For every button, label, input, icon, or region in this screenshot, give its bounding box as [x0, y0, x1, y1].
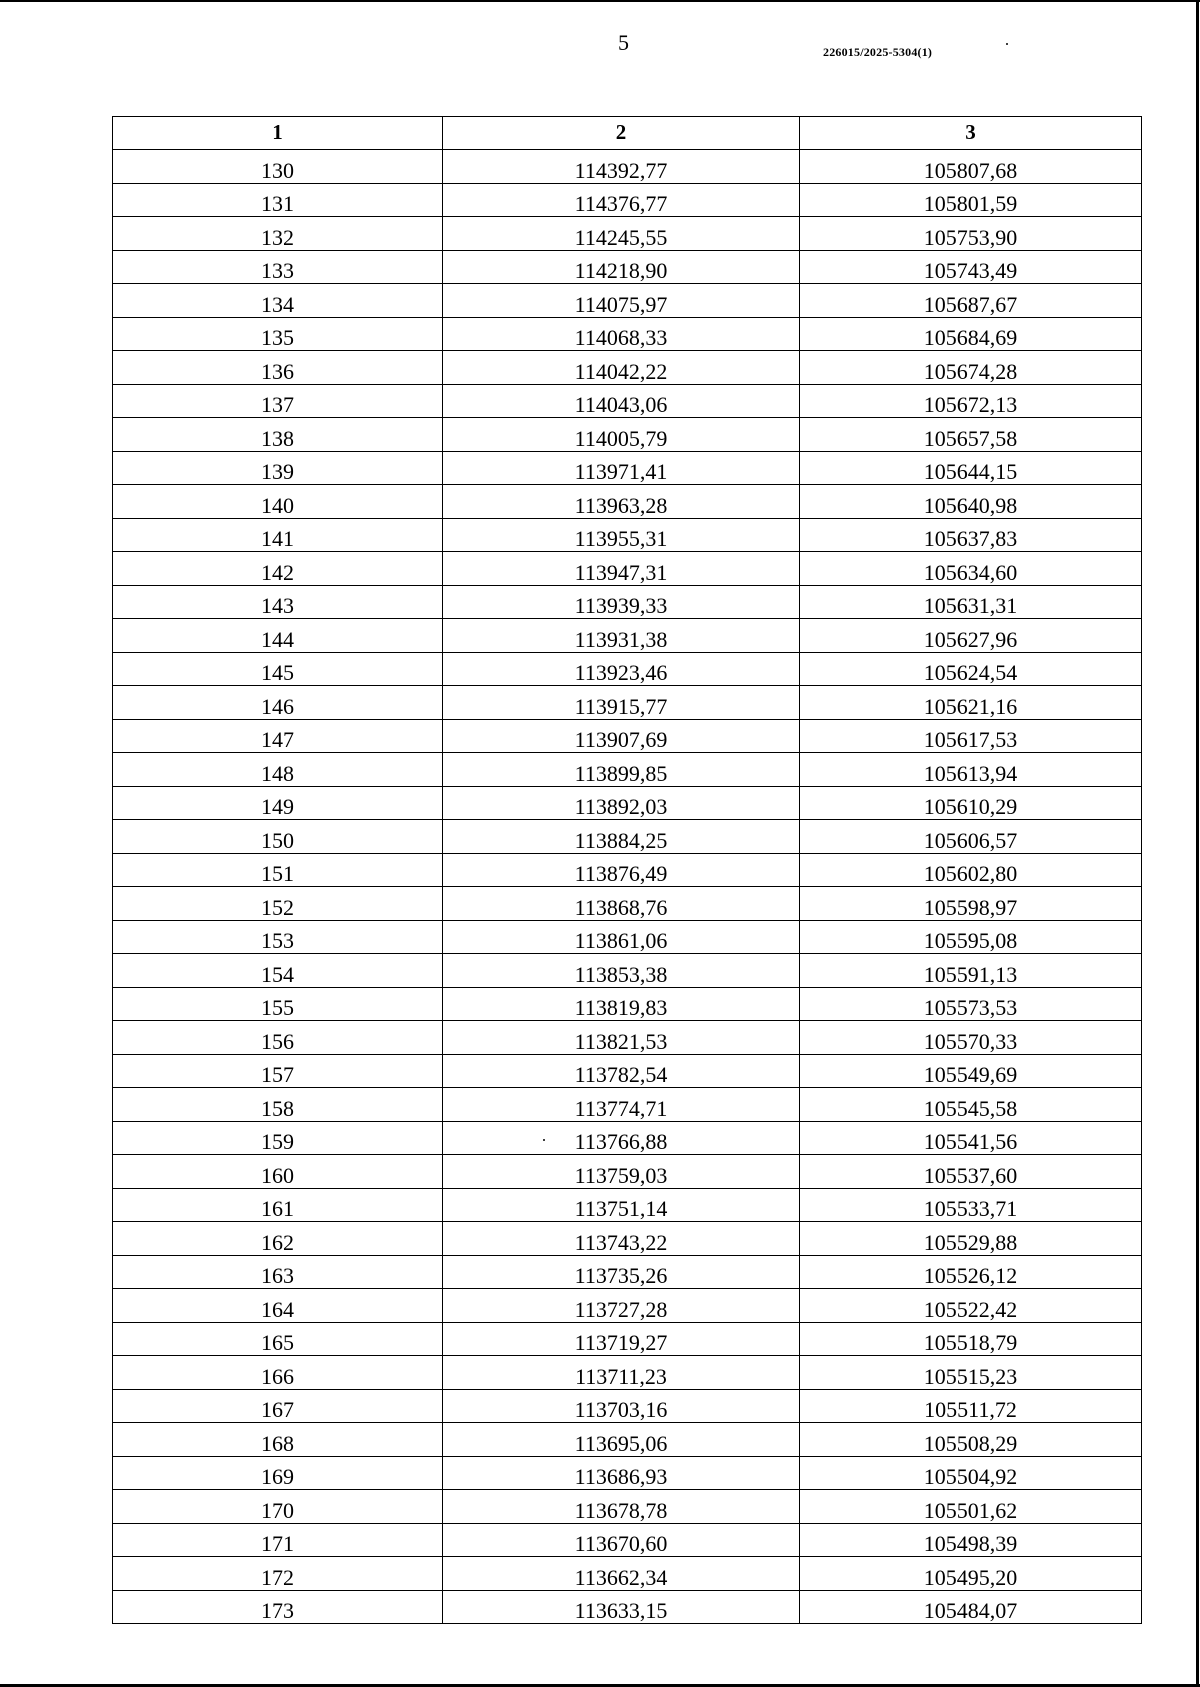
coordinate-y-cell: 105631,31 [800, 585, 1142, 619]
coordinate-x-cell: 113735,26 [443, 1255, 800, 1289]
coordinate-x-cell: 113955,31 [443, 518, 800, 552]
column-header: 2 [443, 117, 800, 150]
coordinate-x-cell: 113711,23 [443, 1356, 800, 1390]
point-number-cell: 160 [113, 1155, 443, 1189]
coordinate-y-cell: 105753,90 [800, 217, 1142, 251]
column-header: 3 [800, 117, 1142, 150]
table-row [113, 1590, 1142, 1624]
point-number-cell: 161 [113, 1188, 443, 1222]
coordinate-x-cell: 113939,33 [443, 585, 800, 619]
coordinate-y-cell: 105501,62 [800, 1490, 1142, 1524]
point-number-cell: 140 [113, 485, 443, 519]
coordinate-y-cell: 105617,53 [800, 719, 1142, 753]
coordinate-y-cell: 105595,08 [800, 920, 1142, 954]
point-number-cell: 144 [113, 619, 443, 653]
table-row [113, 150, 1142, 184]
column-header: 1 [113, 117, 443, 150]
coordinate-x-cell: 113703,16 [443, 1389, 800, 1423]
coordinate-y-cell: 105672,13 [800, 384, 1142, 418]
point-number-cell: 154 [113, 954, 443, 988]
coordinate-y-cell: 105621,16 [800, 686, 1142, 720]
table-row [113, 1088, 1142, 1122]
coordinate-x-cell: 114392,77 [443, 150, 800, 184]
table-row [113, 1289, 1142, 1323]
coordinate-x-cell: 114068,33 [443, 317, 800, 351]
point-number-cell: 136 [113, 351, 443, 385]
coordinate-y-cell: 105674,28 [800, 351, 1142, 385]
table-row [113, 853, 1142, 887]
coordinate-y-cell: 105627,96 [800, 619, 1142, 653]
table-row [113, 1389, 1142, 1423]
coordinate-y-cell: 105644,15 [800, 451, 1142, 485]
coordinate-x-cell: 114075,97 [443, 284, 800, 318]
coordinate-x-cell: 113947,31 [443, 552, 800, 586]
coordinate-x-cell: 114245,55 [443, 217, 800, 251]
coordinate-y-cell: 105533,71 [800, 1188, 1142, 1222]
coordinate-y-cell: 105598,97 [800, 887, 1142, 921]
point-number-cell: 132 [113, 217, 443, 251]
point-number-cell: 130 [113, 150, 443, 184]
coordinate-y-cell: 105541,56 [800, 1121, 1142, 1155]
coordinate-x-cell: 113686,93 [443, 1456, 800, 1490]
page-border-top [0, 0, 1200, 2]
coordinate-x-cell: 113759,03 [443, 1155, 800, 1189]
table-row [113, 820, 1142, 854]
coordinate-y-cell: 105522,42 [800, 1289, 1142, 1323]
point-number-cell: 141 [113, 518, 443, 552]
point-number-cell: 173 [113, 1590, 443, 1624]
coordinate-x-cell: 113727,28 [443, 1289, 800, 1323]
coordinate-x-cell: 113884,25 [443, 820, 800, 854]
table-row [113, 1423, 1142, 1457]
page-number: 5 [618, 30, 629, 55]
coordinate-x-cell: 113670,60 [443, 1523, 800, 1557]
point-number-cell: 159 [113, 1121, 443, 1155]
coordinate-x-cell: 113971,41 [443, 451, 800, 485]
point-number-cell: 169 [113, 1456, 443, 1490]
coordinate-x-cell: 113899,85 [443, 753, 800, 787]
table-row [113, 987, 1142, 1021]
coordinate-y-cell: 105610,29 [800, 786, 1142, 820]
table-row [113, 1490, 1142, 1524]
coordinate-x-cell: 114218,90 [443, 250, 800, 284]
point-number-cell: 170 [113, 1490, 443, 1524]
table-row [113, 1054, 1142, 1088]
table-row [113, 317, 1142, 351]
point-number-cell: 139 [113, 451, 443, 485]
coordinate-y-cell: 105634,60 [800, 552, 1142, 586]
table-row [113, 485, 1142, 519]
table-row [113, 1523, 1142, 1557]
coordinate-y-cell: 105526,12 [800, 1255, 1142, 1289]
point-number-cell: 168 [113, 1423, 443, 1457]
point-number-cell: 152 [113, 887, 443, 921]
coordinate-x-cell: 113662,34 [443, 1557, 800, 1591]
table-row [113, 1188, 1142, 1222]
coordinate-y-cell: 105613,94 [800, 753, 1142, 787]
table-row [113, 217, 1142, 251]
point-number-cell: 147 [113, 719, 443, 753]
point-number-cell: 135 [113, 317, 443, 351]
point-number-cell: 134 [113, 284, 443, 318]
point-number-cell: 149 [113, 786, 443, 820]
point-number-cell: 133 [113, 250, 443, 284]
table-row [113, 954, 1142, 988]
coordinate-y-cell: 105602,80 [800, 853, 1142, 887]
table-row [113, 719, 1142, 753]
point-number-cell: 153 [113, 920, 443, 954]
point-number-cell: 145 [113, 652, 443, 686]
coordinate-x-cell: 114376,77 [443, 183, 800, 217]
coordinate-x-cell: 113861,06 [443, 920, 800, 954]
table-row [113, 418, 1142, 452]
coordinate-x-cell: 113963,28 [443, 485, 800, 519]
coordinate-y-cell: 105801,59 [800, 183, 1142, 217]
table-row [113, 1121, 1142, 1155]
table-row [113, 887, 1142, 921]
point-number-cell: 142 [113, 552, 443, 586]
coordinate-x-cell: 114043,06 [443, 384, 800, 418]
table-row [113, 552, 1142, 586]
coordinate-y-cell: 105743,49 [800, 250, 1142, 284]
coordinate-y-cell: 105537,60 [800, 1155, 1142, 1189]
coordinate-y-cell: 105687,67 [800, 284, 1142, 318]
table-row [113, 1255, 1142, 1289]
table-row [113, 686, 1142, 720]
table-row [113, 1155, 1142, 1189]
coordinate-y-cell: 105640,98 [800, 485, 1142, 519]
coordinate-x-cell: 113923,46 [443, 652, 800, 686]
point-number-cell: 143 [113, 585, 443, 619]
table-row [113, 351, 1142, 385]
coordinate-y-cell: 105624,54 [800, 652, 1142, 686]
point-number-cell: 151 [113, 853, 443, 887]
table-row [113, 1222, 1142, 1256]
point-number-cell: 138 [113, 418, 443, 452]
coordinate-x-cell: 113782,54 [443, 1054, 800, 1088]
point-number-cell: 148 [113, 753, 443, 787]
coordinate-y-cell: 105591,13 [800, 954, 1142, 988]
table-row [113, 384, 1142, 418]
coordinate-x-cell: 113678,78 [443, 1490, 800, 1524]
scan-speck [1006, 43, 1008, 45]
coordinate-y-cell: 105545,58 [800, 1088, 1142, 1122]
table-row [113, 1356, 1142, 1390]
table-row [113, 920, 1142, 954]
table-row [113, 451, 1142, 485]
point-number-cell: 165 [113, 1322, 443, 1356]
point-number-cell: 163 [113, 1255, 443, 1289]
table-row [113, 250, 1142, 284]
document-reference: 226015/2025-5304(1) [823, 45, 933, 59]
coordinate-x-cell: 113915,77 [443, 686, 800, 720]
coordinate-x-cell: 113774,71 [443, 1088, 800, 1122]
point-number-cell: 131 [113, 183, 443, 217]
coordinate-y-cell: 105573,53 [800, 987, 1142, 1021]
coordinate-x-cell: 113751,14 [443, 1188, 800, 1222]
table-row [113, 786, 1142, 820]
point-number-cell: 150 [113, 820, 443, 854]
coordinate-y-cell: 105637,83 [800, 518, 1142, 552]
coordinate-y-cell: 105498,39 [800, 1523, 1142, 1557]
coordinate-x-cell: 113819,83 [443, 987, 800, 1021]
coordinate-x-cell: 113743,22 [443, 1222, 800, 1256]
coordinate-x-cell: 113719,27 [443, 1322, 800, 1356]
coordinate-x-cell: 113633,15 [443, 1590, 800, 1624]
coordinates-table [112, 116, 1142, 1624]
table-row [113, 1456, 1142, 1490]
coordinate-y-cell: 105570,33 [800, 1021, 1142, 1055]
coordinate-y-cell: 105515,23 [800, 1356, 1142, 1390]
table-row [113, 518, 1142, 552]
point-number-cell: 162 [113, 1222, 443, 1256]
coordinate-x-cell: 114042,22 [443, 351, 800, 385]
coordinate-y-cell: 105807,68 [800, 150, 1142, 184]
coordinate-y-cell: 105529,88 [800, 1222, 1142, 1256]
table-row [113, 1557, 1142, 1591]
table-header-row [113, 117, 1142, 150]
point-number-cell: 146 [113, 686, 443, 720]
coordinate-y-cell: 105511,72 [800, 1389, 1142, 1423]
coordinate-y-cell: 105495,20 [800, 1557, 1142, 1591]
coordinate-y-cell: 105518,79 [800, 1322, 1142, 1356]
coordinate-x-cell: 113853,38 [443, 954, 800, 988]
table-row [113, 284, 1142, 318]
table-row [113, 753, 1142, 787]
coordinate-x-cell: 113695,06 [443, 1423, 800, 1457]
coordinate-y-cell: 105504,92 [800, 1456, 1142, 1490]
page-border-right [1196, 0, 1199, 1687]
point-number-cell: 171 [113, 1523, 443, 1557]
coordinate-x-cell: 113931,38 [443, 619, 800, 653]
point-number-cell: 157 [113, 1054, 443, 1088]
point-number-cell: 156 [113, 1021, 443, 1055]
coordinate-x-cell: 113892,03 [443, 786, 800, 820]
coordinate-x-cell: 113876,49 [443, 853, 800, 887]
table-row [113, 1021, 1142, 1055]
coordinate-x-cell: 113821,53 [443, 1021, 800, 1055]
table-row [113, 652, 1142, 686]
table-body [113, 150, 1142, 1624]
coordinate-y-cell: 105657,58 [800, 418, 1142, 452]
table-row [113, 619, 1142, 653]
table-row [113, 1322, 1142, 1356]
point-number-cell: 167 [113, 1389, 443, 1423]
point-number-cell: 155 [113, 987, 443, 1021]
point-number-cell: 164 [113, 1289, 443, 1323]
coordinate-x-cell: 113766,88 [443, 1121, 800, 1155]
coordinate-y-cell: 105549,69 [800, 1054, 1142, 1088]
table-row [113, 183, 1142, 217]
table-row [113, 585, 1142, 619]
coordinate-y-cell: 105684,69 [800, 317, 1142, 351]
coordinate-y-cell: 105508,29 [800, 1423, 1142, 1457]
point-number-cell: 137 [113, 384, 443, 418]
point-number-cell: 172 [113, 1557, 443, 1591]
coordinate-x-cell: 114005,79 [443, 418, 800, 452]
point-number-cell: 166 [113, 1356, 443, 1390]
coordinate-x-cell: 113868,76 [443, 887, 800, 921]
point-number-cell: 158 [113, 1088, 443, 1122]
coordinate-x-cell: 113907,69 [443, 719, 800, 753]
coordinate-y-cell: 105484,07 [800, 1590, 1142, 1624]
coordinate-y-cell: 105606,57 [800, 820, 1142, 854]
